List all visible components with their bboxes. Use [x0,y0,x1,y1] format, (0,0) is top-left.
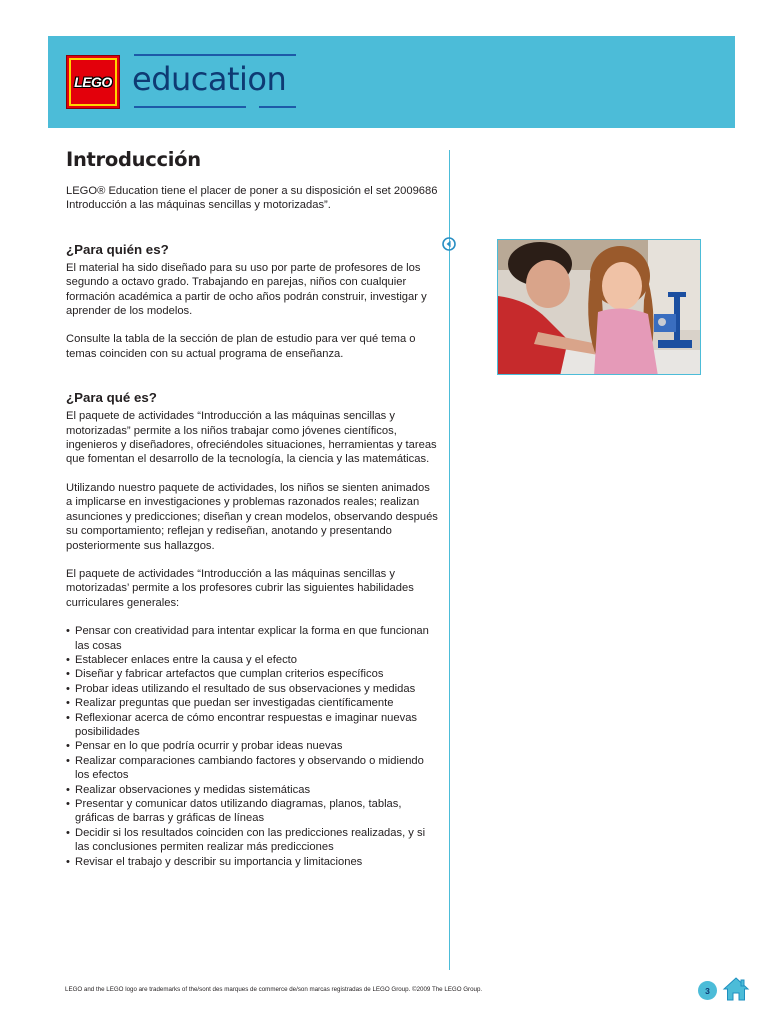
list-item: • Probar ideas utilizando el resultado de sus observaciones y medidas [66,682,438,696]
home-icon[interactable] [722,976,750,1002]
column-divider [449,150,450,970]
paragraph: El paquete de actividades “Introducción a las máquinas sencillas y motorizadas” permite a los niños trabajar como jóvenes científicos, ingenieros y diseñadores, ofreciéndoles situaciones, herramientas y tareas que fomentan el desarrollo de la tecnología, la ciencia y las matemáticas. [66,410,437,466]
paragraph: Consulte la tabla de la sección de plan de estudio para ver qué tema o temas coinciden con su actual programa de enseñanza. [66,333,416,360]
brand-wordmark: education [132,60,287,98]
brand-rule-bottom-right [259,106,296,108]
footer-legal: LEGO and the LEGO logo are trademarks of the/sont des marques de commerce de/son marcas registradas de LEGO Group. ©2009 The LEGO Group. [65,986,483,993]
paragraph: El paquete de actividades “Introducción a las máquinas sencillas y motorizadas’ permite a los profesores cubrir las siguientes habilidades curriculares generales: [66,567,414,609]
list-item: • Realizar preguntas que puedan ser investigadas científicamente [66,696,438,710]
list-item: • Pensar en lo que podría ocurrir y probar ideas nuevas [66,739,438,753]
paragraph: Utilizando nuestro paquete de actividades, los niños se sienten animados a implicarse en investigaciones y problemas razonados reales; realizan asunciones y predicciones; diseñan y crean modelos, observando después su comportamiento; reflejan y rediseñan, anotando y presentando posteriormente sus hallazgos. [66,481,438,552]
page-title: Introducción [66,148,201,171]
list-item: • Realizar observaciones y medidas sistemáticas [66,783,438,797]
chevron-left-icon[interactable] [442,237,456,251]
page-number-badge: 3 [698,981,717,1000]
main-content [66,148,438,869]
brand-rule-top [134,54,296,56]
list-item: • Reflexionar acerca de cómo encontrar respuestas e imaginar nuevas posibilidades [66,711,438,740]
list-item: • Diseñar y fabricar artefactos que cumplan criterios específicos [66,667,438,681]
section-heading-purpose: ¿Para qué es? [66,390,157,406]
section-heading-audience: ¿Para quién es? [66,241,169,257]
list-item: • Realizar comparaciones cambiando factores y observando o midiendo los efectos [66,754,438,783]
list-item: • Revisar el trabajo y describir su importancia y limitaciones [66,855,438,869]
skills-list [66,624,438,869]
paragraph: El material ha sido diseñado para su uso por parte de profesores de los segundo a octavo grado. Trabajando en parejas, niños con cualquier formación académica a partir de ocho años podrán construir, investigar y aprender de los modelos. [66,261,427,318]
lego-logo-text: LEGO [74,74,112,90]
header-band [48,36,735,128]
list-item: • Establecer enlaces entre la causa y el efecto [66,653,438,667]
intro-paragraph: LEGO® Education tiene el placer de poner a su disposición el set 2009686 Introducción a las máquinas sencillas y motorizadas”. [66,185,438,212]
list-item: • Decidir si los resultados coinciden con las predicciones realizadas, y si las conclusiones permiten realizar más predicciones [66,826,438,855]
children-building-photo [497,239,701,375]
list-item: • Pensar con creatividad para intentar explicar la forma en que funcionan las cosas [66,624,438,653]
brand-rule-bottom-left [134,106,246,108]
list-item: • Presentar y comunicar datos utilizando diagramas, planos, tablas, gráficas de barras y gráficas de líneas [66,797,438,826]
lego-logo [66,55,120,109]
